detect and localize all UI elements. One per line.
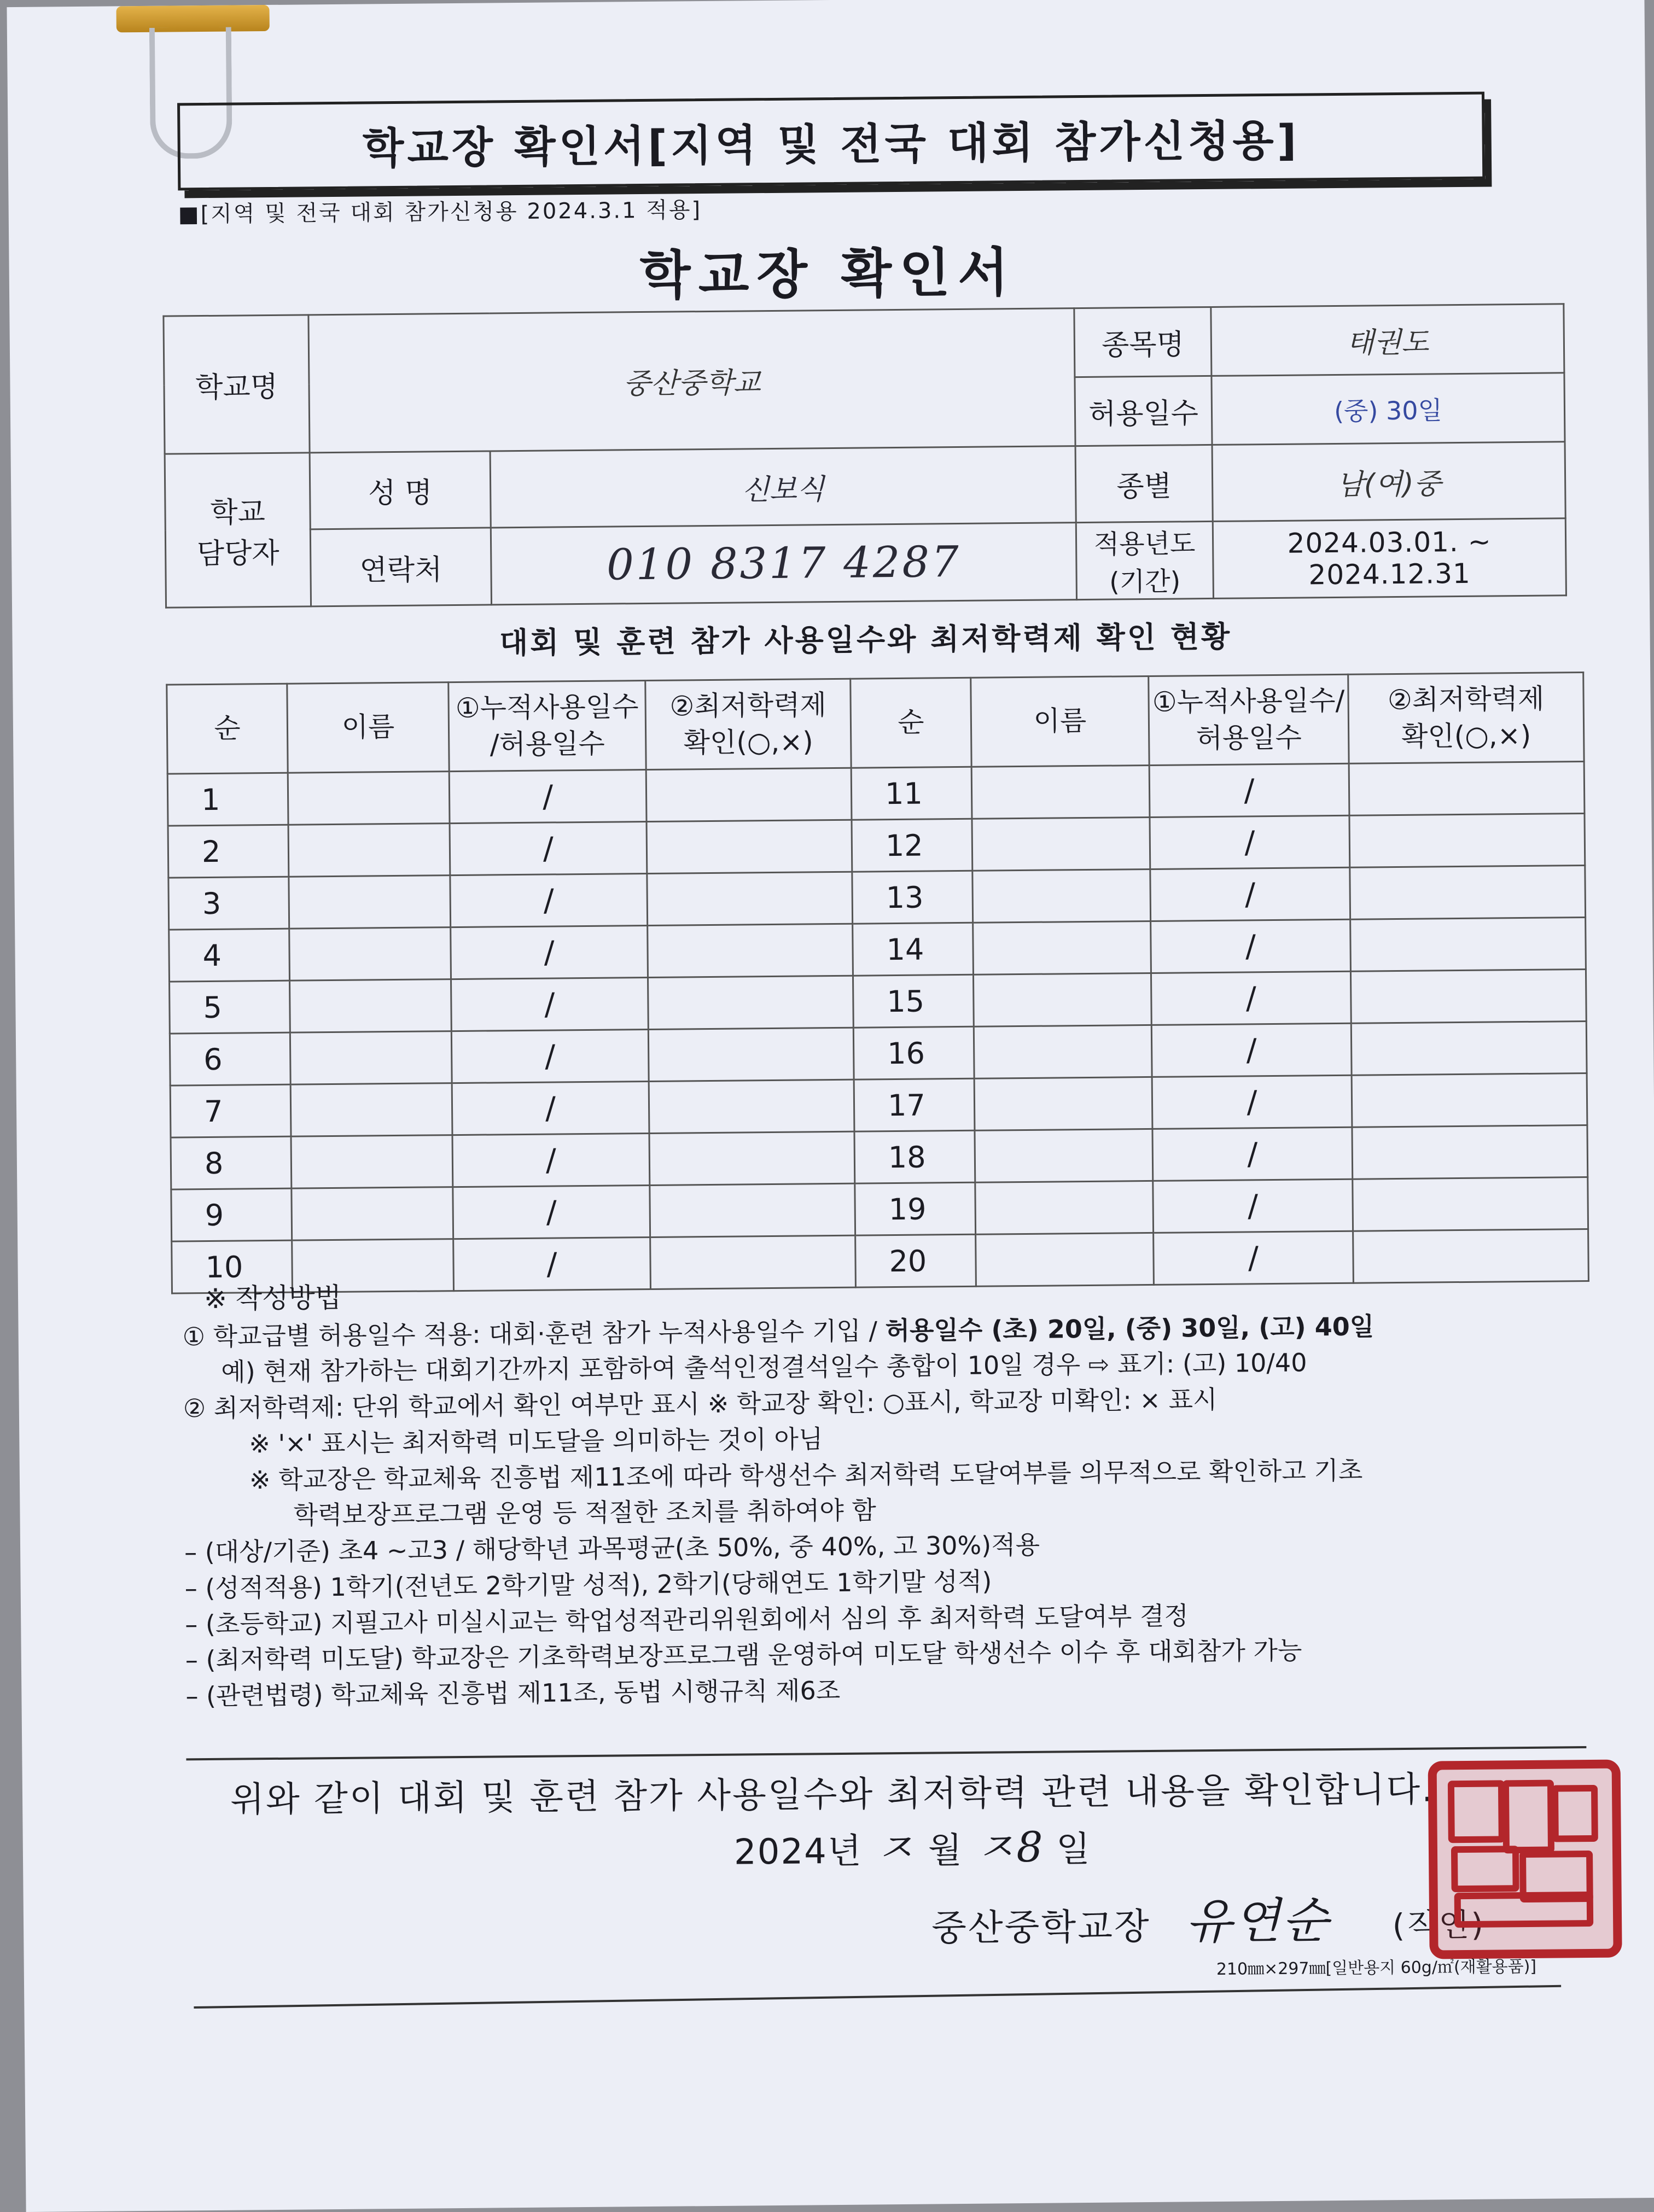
check-cell-left [650,1183,855,1237]
name-cell-left [291,1135,453,1189]
days-cell-left: / [451,1029,649,1083]
row-number-left: 7 [170,1084,291,1137]
school-value: 중산중학교 [308,308,1075,453]
name-cell-right [972,817,1150,871]
name-cell-right [973,973,1151,1026]
days-cell-left: / [451,925,648,979]
days-cell-right: / [1151,971,1351,1025]
name-cell-left [288,824,450,877]
row-number-left: 5 [170,980,290,1034]
seal-label: (직인) [1392,1906,1486,1945]
days-cell-left: / [451,977,649,1031]
row-number-left: 4 [169,929,290,982]
row-number-left: 8 [171,1136,292,1189]
records-header-0: 순 [167,684,288,774]
date-day-unit: 일 [1056,1829,1092,1870]
days-cell-right: / [1151,919,1351,973]
records-header-1: 이름 [287,682,449,773]
days-cell-right: / [1149,763,1349,817]
sport-label: 종목명 [1074,307,1212,377]
notes-heading: ※ 작성방법 [203,1281,342,1315]
note-1-text: 학교급별 허용일수 적용: 대회·훈련 참가 누적사용일수 기입 / [213,1315,878,1351]
contact-label: 연락처 [310,528,491,606]
subtitle: ■[지역 및 전국 대회 참가신청용 2024.3.1 적용] [178,197,702,227]
records-header-3: ②최저학력제 확인(○,×) [645,679,851,769]
check-cell-left [646,768,852,821]
row-number-right: 16 [853,1026,974,1079]
name-cell-left [290,1031,452,1085]
contact-handwritten: 010 8317 4287 [491,523,1076,605]
principal-line [931,1881,1486,1955]
name-cell-left [290,979,452,1033]
records-table [166,672,1589,1294]
note-2-sub-1: ※ '×' 표시는 최저학력 미도달을 의미하는 것이 아님 [249,1424,823,1459]
school-label: 학교명 [164,315,310,454]
period-label: 적용년도 (기간) [1076,521,1213,599]
row-number-right: 13 [852,871,973,924]
days-cell-left: / [450,873,648,927]
row-number-left: 6 [170,1032,290,1085]
document-page [7,0,1654,2212]
records-header-2: ①누적사용일수 /허용일수 [449,681,646,772]
row-number-left: 10 [172,1240,293,1293]
bullet-elementary: – (초등학교) 지필고사 미실시교는 학업성적관리위원회에서 심의 후 최저학력 도달여부 결정 [185,1601,1189,1639]
row-number-right: 12 [852,819,972,872]
check-cell-left [648,976,853,1029]
row-number-left: 9 [171,1188,292,1241]
name-cell-left [289,927,451,981]
name-cell-right [975,1129,1153,1182]
records-header-row [167,673,1584,774]
main-title: 학교장 확인서 [639,242,1017,307]
note-1-marker: ① [182,1321,206,1351]
check-cell-right [1352,1125,1588,1180]
paper-spec: 210㎜×297㎜[일반용지 60g/㎡(재활용품)] [1216,1957,1537,1979]
row-number-right: 18 [854,1130,975,1183]
name-cell-left [289,876,451,929]
row-number-right: 20 [855,1234,976,1287]
check-cell-right [1350,866,1586,920]
check-cell-right [1349,762,1585,816]
allowed-days-value: (중) 30일 [1212,373,1565,445]
days-cell-right: / [1151,1023,1352,1077]
date-year: 2024년 [733,1831,863,1873]
name-handwritten: 신보식 [490,446,1076,528]
note-2-sub-2: ※ 학교장은 학교체육 진흥법 제11조에 따라 학생선수 최저학력 도달여부를 의무적으로 확인하고 기초 [249,1455,1363,1495]
footer-divider-bottom [194,1985,1561,2009]
row-number-left: 3 [168,877,289,930]
row-number-right: 14 [853,923,974,976]
bullet-not-reached: – (최저학력 미도달) 학교장은 기초학력보장프로그램 운영하여 미도달 학생선수 이수 후 대회참가 가능 [185,1635,1302,1675]
row-number-right: 17 [854,1078,975,1131]
name-cell-left [290,1083,452,1137]
date-day-handwritten: ㅈ8 [975,1822,1045,1872]
gender-value: 남(여)중 [1212,442,1565,522]
days-cell-right: / [1150,867,1350,921]
sport-value: 태권도 [1211,304,1564,376]
info-table [162,303,1567,608]
gender-label: 종별 [1075,445,1213,522]
name-cell-right [973,921,1151,974]
note-1-example: 예) 현재 참가하는 대회기간까지 포함하여 출석인정결석일수 총합이 10일 경우 ⇨ 표기: (고) 10/40 [221,1347,1307,1387]
name-cell-right [975,1181,1154,1234]
records-header-6: ①누적사용일수/ 허용일수 [1149,674,1349,765]
name-cell-left [292,1187,453,1241]
check-cell-right [1350,970,1586,1024]
row-number-right: 15 [853,974,974,1028]
principal-title: 중산중학교장 [931,1905,1151,1950]
name-cell-right [971,765,1150,819]
name-label: 성 명 [310,451,491,529]
date-line [733,1813,1091,1876]
days-cell-left: / [450,821,647,875]
bullet-grades: – (성적적용) 1학기(전년도 2학기말 성적), 2학기(당해연도 1학기말 성적) [184,1566,992,1603]
manager-label: 학교 담당자 [165,453,311,608]
principal-signature: 유연순 [1185,1892,1331,1950]
records-header-7: ②최저학력제 확인(○,×) [1348,673,1584,764]
days-cell-left: / [453,1237,651,1291]
name-cell-left [288,772,450,825]
allowed-days-label: 허용일수 [1075,376,1212,446]
check-cell-left [649,1131,855,1185]
bullet-target: – (대상/기준) 초4 ~고3 / 해당학년 과목평균(초 50%, 중 40%, 고 30%)적용 [184,1530,1040,1567]
boxed-title: 학교장 확인서[지역 및 전국 대회 참가신청용] [177,92,1485,191]
row-number-left: 2 [168,825,289,878]
official-seal-stamp [1428,1760,1622,1959]
bullet-law: – (관련법령) 학교체육 진흥법 제11조, 동법 시행규칙 제6조 [185,1676,841,1711]
check-cell-right [1353,1177,1588,1231]
writing-instructions [182,1268,1619,1715]
days-cell-right: / [1153,1179,1353,1233]
note-2-sub-2-cont: 학력보장프로그램 운영 등 적절한 조치를 취하여야 함 [293,1495,877,1530]
days-cell-left: / [449,769,647,823]
name-cell-right [972,869,1151,923]
days-cell-left: / [453,1185,650,1239]
row-number-left: 1 [167,773,288,826]
days-cell-right: / [1152,1075,1352,1129]
days-cell-left: / [452,1081,649,1135]
days-cell-left: / [452,1133,650,1187]
check-cell-right [1350,918,1586,972]
row-number-right: 11 [851,767,972,820]
check-cell-left [647,820,852,873]
records-header-4: 순 [851,678,971,768]
footer-divider-top [186,1746,1586,1760]
section-title: 대회 및 훈련 참가 사용일수와 최저학력제 확인 현황 [499,619,1232,661]
check-cell-right [1352,1073,1587,1128]
note-2-text: 최저학력제: 단위 학교에서 확인 여부만 표시 ※ 학교장 확인: ○표시, 학교장 미확인: × 표시 [213,1384,1218,1423]
check-cell-left [649,1079,854,1133]
date-month-unit: 월 [928,1830,963,1871]
records-body [167,762,1588,1294]
check-cell-right [1349,814,1585,868]
check-cell-left [647,872,853,925]
check-cell-left [648,924,853,977]
period-value: 2024.03.01. ~ 2024.12.31 [1213,518,1566,599]
days-cell-right: / [1150,815,1350,869]
name-cell-right [974,1077,1152,1130]
name-cell-right [974,1025,1152,1078]
check-cell-left [648,1028,854,1081]
confirmation-statement: 위와 같이 대회 및 훈련 참가 사용일수와 최저학력 관련 내용을 확인합니다. [230,1769,1435,1820]
records-header-5: 이름 [971,676,1149,767]
date-month-handwritten: ㅈ [874,1823,916,1873]
row-number-right: 19 [855,1182,976,1235]
days-cell-right: / [1154,1231,1354,1285]
check-cell-right [1351,1022,1587,1076]
days-cell-right: / [1152,1127,1353,1181]
note-2-marker: ② [183,1393,206,1423]
note-1-bold: 허용일수 (초) 20일, (중) 30일, (고) 40일 [885,1311,1375,1345]
